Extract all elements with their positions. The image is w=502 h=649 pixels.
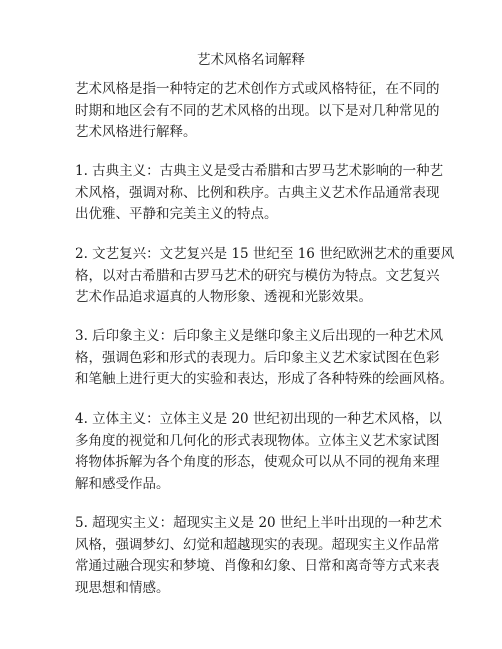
- paragraph-line: 术风格，强调对称、比例和秩序。古典主义艺术作品通常表现: [75, 184, 440, 201]
- paragraph-line: 5. 超现实主义：超现实主义是 20 世纪上半叶出现的一种艺术: [75, 515, 442, 531]
- renaissance-paragraph: [75, 244, 455, 309]
- paragraph-line: 解和感受作品。: [75, 475, 170, 492]
- paragraph-line: 3. 后印象主义：后印象主义是继印象主义后出现的一种艺术风: [75, 328, 444, 344]
- paragraph-line: 艺术风格进行解释。: [75, 124, 197, 140]
- paragraph-line: 将物体拆解为各个角度的形态，使观众可以从不同的视角来理: [75, 454, 440, 470]
- paragraph-line: 和笔触上进行更大的实验和表达，形成了各种特殊的绘画风格。: [75, 371, 453, 387]
- paragraph-line: 多角度的视觉和几何化的形式表现物体。立体主义艺术家试图: [75, 432, 440, 449]
- intro-paragraph: [75, 79, 440, 144]
- post-impressionism-paragraph: [75, 326, 453, 391]
- surrealism-paragraph: [75, 513, 442, 599]
- paragraph-line: 格，强调色彩和形式的表现力。后印象主义艺术家试图在色彩: [75, 349, 440, 366]
- paragraph-line: 风格，强调梦幻、幻觉和超越现实的表现。超现实主义作品常: [75, 536, 440, 553]
- paragraph-line: 时期和地区会有不同的艺术风格的出现。以下是对几种常见的: [75, 102, 440, 119]
- paragraph-line: 格，以对古希腊和古罗马艺术的研究与模仿为特点。文艺复兴: [75, 267, 440, 284]
- paragraph-line: 出优雅、平静和完美主义的特点。: [75, 206, 278, 222]
- classicism-paragraph: [75, 161, 444, 226]
- paragraph-line: 艺术作品追求逼真的人物形象、透视和光影效果。: [75, 289, 372, 305]
- cubism-paragraph: [75, 409, 442, 495]
- paragraph-line: 1. 古典主义：古典主义是受古希腊和古罗马艺术影响的一种艺: [75, 163, 444, 179]
- paragraph-line: 常通过融合现实和梦境、肖像和幻象、日常和离奇等方式来表: [75, 558, 440, 574]
- paragraph-line: 艺术风格是指一种特定的艺术创作方式或风格特征，在不同的: [75, 81, 440, 97]
- paragraph-line: 现思想和情感。: [75, 579, 170, 596]
- paragraph-line: 2. 文艺复兴：文艺复兴是 15 世纪至 16 世纪欧洲艺术的重要风: [75, 246, 455, 262]
- document-title: 艺术风格名词解释: [197, 52, 305, 68]
- paragraph-line: 4. 立体主义：立体主义是 20 世纪初出现的一种艺术风格，以: [75, 411, 442, 427]
